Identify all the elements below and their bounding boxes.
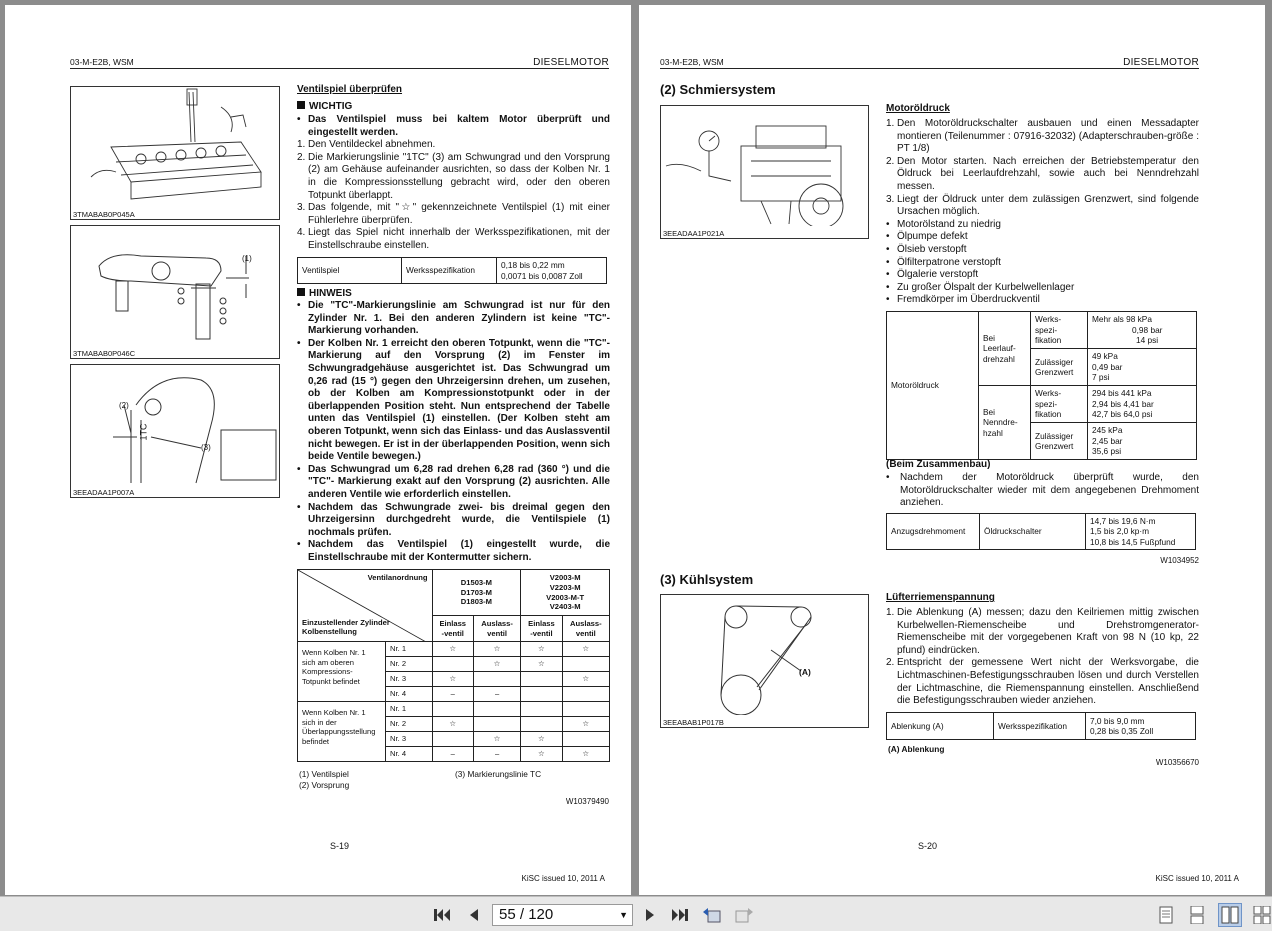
valve-mark-cell: [432, 657, 473, 672]
spec-cell: 0,18 bis 0,22 mm 0,0071 bis 0,0087 Zoll: [497, 258, 607, 284]
note-heading: HINWEIS: [309, 288, 352, 299]
col-header-exhaust: Auslass- ventil: [562, 616, 609, 642]
step: Den Ventildeckel abnehmen.: [308, 139, 436, 151]
valve-mark-cell: ☆: [562, 672, 609, 687]
table-cell: Anzugsdrehmoment: [887, 514, 980, 550]
cylinder-cell: Nr. 2: [386, 657, 433, 672]
continuous-view-icon[interactable]: [1187, 905, 1207, 925]
valve-mark-cell: ☆: [521, 747, 562, 762]
table-value: 14,7 bis 19,6 N·m 1,5 bis 2,0 kp·m 10,8 bis 14,5 Fußpfund: [1086, 514, 1196, 550]
figure-legend: [299, 769, 349, 791]
important-list: • Das Ventilspiel muss bei kaltem Motor überprüft und eingestellt werden. 1. Den Ventildeckel abnehmen. 2. Die Markierungslinie "1TC" (3) am Schwungrad und den Vorsprung (2) am Gehäuse aufeinander ausrichten, so dass der Kolben Nr. 1 in die Kompressionsstellung gebracht wird, oder den oberen Totpunkt überlappt. 3. Das folgende, mit "☆" gekennzeichnete Ventilspiel (1) mit einer Fühlerlehre überprüfen. 4. Liegt das Spiel nicht innerhalb der Werksspezifikationen, mit der Einstellschraube einstellen.: [297, 114, 610, 251]
cause-item: • Ölfilterpatrone verstopft: [886, 256, 1001, 268]
valve-mark-cell: [562, 657, 609, 672]
issue-note: KiSC issued 10, 2011 A: [1155, 874, 1239, 883]
step: Liegt das Spiel nicht innerhalb der Werksspezifikationen, mit der Einstellschraube einstellen.: [308, 227, 610, 251]
oil-pressure-steps: 1. Den Motoröldruckschalter ausbauen und einen Messadapter montieren (Teilenummer : 07916-32032) (Adapterschrauben-größe : PT 1/8) 2. Den Motor starten. Nach erreichen der Betriebstemperatur den Öldruck bei Leerlaufdrehzahl, sowie auch bei Nenndrehzahl messen. 3. Liegt der Öldruck unter dem zulässigen Grenzwert, sind folgende Ursachen möglich. • Motorölstand zu niedrig • Ölpumpe defekt • Ölsieb verstopft • Ölfilterpatrone verstopft • Ölgalerie verstopft • Zu großer Ölspalt der Kurbelwellenlager • Fremdkörper im Überdruckventil: [886, 118, 1199, 306]
valve-mark-cell: ☆: [473, 657, 520, 672]
flywheel-mark-illustration: [71, 365, 279, 485]
document-page-left: [5, 5, 631, 895]
table-value: 49 kPa 0,49 bar 7 psi: [1088, 349, 1197, 386]
valve-mark-cell: –: [473, 747, 520, 762]
table-cell: Werksspezifikation: [994, 713, 1086, 740]
figure-callout-label: (3): [201, 443, 211, 452]
table-cell: Bei Leerlauf-drehzahl: [979, 312, 1031, 386]
valve-mark-cell: ☆: [432, 672, 473, 687]
note-bullet: Nachdem das Ventilspiel (1) eingestellt wurde, die Einstellschraube mit der Kontermutter sichern.: [308, 539, 610, 563]
valve-feeler-illustration: [71, 87, 279, 207]
step: Den Motor starten. Nach erreichen der Betriebstemperatur den Öldruck bei Leerlaufdrehzahl, sowie auch bei Nenndrehzahl messen.: [897, 155, 1199, 192]
table-value: 245 kPa 2,45 bar 35,6 psi: [1088, 423, 1197, 460]
cylinder-cell: Nr. 4: [386, 747, 433, 762]
subsection-title: Motoröldruck: [886, 103, 950, 114]
subsection-title: Lüfterriemenspannung: [886, 592, 995, 603]
total-pages: 120: [528, 906, 554, 923]
table-cell: Werks-spezi-fikation: [1031, 312, 1088, 349]
step: Liegt der Öldruck unter dem zulässigen Grenzwert, sind folgende Ursachen möglich.: [897, 193, 1199, 218]
cylinder-cell: Nr. 4: [386, 687, 433, 702]
spec-cell: Ventilspiel: [298, 258, 402, 284]
torque-table: [886, 513, 1196, 550]
chevron-down-icon[interactable]: ▼: [619, 910, 628, 920]
step: Die Markierungslinie "1TC" (3) am Schwungrad und den Vorsprung (2) am Gehäuse aufeinander ausrichten, so dass der Kolben Nr. 1 in die Kompressionsstellung gebracht wird, oder den oberen Totpunkt überlappt.: [308, 151, 610, 201]
legend-item: (3) Markierungslinie TC: [455, 769, 542, 779]
figure-legend-item: (A) Ablenkung: [888, 744, 945, 754]
cylinder-cell: Nr. 1: [386, 702, 433, 717]
valve-mark-cell: –: [432, 687, 473, 702]
legend-item: (1) Ventilspiel: [299, 769, 349, 779]
table-cell: Zulässiger Grenzwert: [1031, 423, 1088, 460]
valve-mark-cell: [473, 702, 520, 717]
engine-group-header: V2003-M V2203-M V2003-M-T V2403-M: [521, 570, 610, 616]
valve-mark-cell: ☆: [562, 747, 609, 762]
figure-valve-feeler: [70, 86, 280, 220]
figure-caption: 3EEADAA1P007A: [73, 488, 135, 497]
step: Den Motoröldruckschalter ausbauen und einen Messadapter montieren (Teilenummer : 07916-32032) (Adapterschrauben-größe : PT 1/8): [897, 118, 1199, 155]
figure-oil-pressure-gauge: [660, 105, 869, 239]
assembly-list: • Nachdem der Motoröldruck überprüft wurde, den Motoröldruckschalter wieder mit dem angegebenen Drehmoment anziehen.: [886, 472, 1199, 509]
col-header-intake: Einlass -ventil: [432, 616, 473, 642]
cylinder-cell: Nr. 3: [386, 732, 433, 747]
engine-gauge-illustration: [661, 106, 868, 226]
engine-group-header: D1503-M D1703-M D1803-M: [432, 570, 521, 616]
valve-mark-cell: [521, 687, 562, 702]
header-left: 03-M-E2B, WSM: [660, 57, 724, 67]
cause-item: • Fremdkörper im Überdruckventil: [886, 294, 1040, 306]
figure-mark-label: 1TC: [138, 423, 149, 441]
figure-fan-belt: [660, 594, 869, 728]
cause-item: • Ölgalerie verstopft: [886, 269, 979, 281]
figure-callout-label: (2): [119, 401, 129, 410]
document-page-right: [639, 5, 1265, 895]
valve-mark-cell: ☆: [521, 732, 562, 747]
valve-mark-cell: –: [432, 747, 473, 762]
section-heading-lubrication: (2) Schmiersystem: [660, 82, 776, 97]
two-page-view-icon[interactable]: [1218, 903, 1242, 927]
figure-rocker-arm: [70, 225, 280, 359]
valve-mark-cell: ☆: [473, 732, 520, 747]
square-marker-icon: [297, 101, 305, 109]
spec-cell: Werksspezifikation: [402, 258, 497, 284]
cause-list: [886, 219, 1199, 307]
table-cell: Ablenkung (A): [887, 713, 994, 740]
header-rule: [660, 68, 1199, 69]
next-view-icon[interactable]: [734, 905, 754, 925]
step: Die Ablenkung (A) messen; dazu den Keilriemen mittig zwischen Kurbelwellen-Riemenscheibe und Drehstromgenerator-Riemenscheibe mit der vorgegebenen Kraft von 98 N (10 kp, 22 pfund) eindrücken.: [897, 607, 1199, 656]
valve-mark-cell: [473, 717, 520, 732]
valve-mark-cell: ☆: [521, 642, 562, 657]
page-number: S-19: [330, 841, 350, 851]
table-cell: Zulässiger Grenzwert: [1031, 349, 1088, 386]
valve-mark-cell: ☆: [562, 717, 609, 732]
header-right: DIESELMOTOR: [533, 57, 609, 68]
valve-mark-cell: [521, 717, 562, 732]
valve-mark-cell: [562, 687, 609, 702]
figure-caption: 3TMABAB0P045A: [73, 210, 135, 219]
two-page-continuous-view-icon[interactable]: [1252, 905, 1272, 925]
single-page-view-icon[interactable]: [1156, 905, 1176, 925]
col-header-intake: Einlass -ventil: [521, 616, 562, 642]
table-cell: Öldruckschalter: [980, 514, 1086, 550]
viewer-toolbar: [0, 896, 1272, 931]
cylinder-cell: Nr. 3: [386, 672, 433, 687]
document-code: W10356670: [1155, 758, 1199, 767]
table-corner-cell: Ventilanordnung Einzustellender Zylinder Kolbenstellung: [298, 570, 433, 642]
oil-pressure-table: [886, 311, 1197, 460]
valve-mark-cell: ☆: [432, 642, 473, 657]
table-cell: Werks-spezi-fikation: [1031, 386, 1088, 423]
cylinder-cell: Nr. 2: [386, 717, 433, 732]
table-value: 7,0 bis 9,0 mm 0,28 bis 0,35 Zoll: [1086, 713, 1196, 740]
page-number: S-20: [918, 841, 938, 851]
current-page: 55: [499, 906, 516, 923]
valve-mark-cell: [562, 732, 609, 747]
section-heading-cooling: (3) Kühlsystem: [660, 572, 754, 587]
next-page-icon[interactable]: [640, 905, 660, 925]
step: Das folgende, mit "☆" gekennzeichnete Ventilspiel (1) mit einer Fühlerlehre überprüfen.: [308, 202, 610, 226]
previous-view-icon[interactable]: [702, 905, 722, 925]
figure-callout-label: (A): [799, 667, 811, 677]
header-right: DIESELMOTOR: [1123, 57, 1199, 68]
step: Entspricht der gemessene Wert nicht der Werksvorgabe, die Lichtmaschinen-Befestigungsschrauben lösen und durch Verstellen der Lichtmaschine, die Riemenspannung einstellen. Anschließend die Befestigungsschrauben wieder anziehen.: [897, 657, 1199, 707]
valve-mark-cell: [562, 702, 609, 717]
important-bullet: Das Ventilspiel muss bei kaltem Motor überprüft und eingestellt werden.: [308, 114, 610, 138]
header-left: 03-M-E2B, WSM: [70, 57, 134, 67]
table-cell: Motoröldruck: [887, 312, 979, 460]
document-code: W1034952: [1160, 556, 1199, 565]
cause-item: • Ölpumpe defekt: [886, 231, 968, 243]
figure-caption: 3EEADAA1P021A: [663, 229, 725, 238]
table-row: [298, 642, 610, 657]
first-page-icon[interactable]: [432, 905, 452, 925]
note-bullet: Das Schwungrad um 6,28 rad drehen 6,28 rad (360 °) und die "TC"- Markierung exakt auf den Vorsprung (2) ausrichten. Alle anderen Ventile wie erforderlich einstellen.: [308, 463, 610, 500]
valve-mark-cell: ☆: [432, 717, 473, 732]
note-list: • Die "TC"-Markierungslinie am Schwungrad ist nur für den Zylinder Nr. 1. Bei den anderen Zylindern ist keine "TC"-Markierung vorhanden. • Der Kolben Nr. 1 erreicht den oberen Totpunkt, wenn die "TC"-Markierung auf den Vorsprung (2) im Fenster im Schwungradgehäuse ausgerichtet ist. Das Schwungrad um 0,26 rad (15 °) gegen den Uhrzeigersinn drehen, um zusehen, ob der Kolben am Kompressionstotpunkt oder in der überlappenden Position steht. Nun entsprechend der Tabelle unten das Ventilspiel (1) einstellen. (Der Kolben steht am oberen Totpunkt, wenn sich das Einlass- und das Auslassventil nicht bewegen. Er ist in der überlappenden Position, wenn sich beide Ventile bewegen.) • Das Schwungrad um 6,28 rad drehen 6,28 rad (360 °) und die "TC"- Markierung exakt auf den Vorsprung (2) ausrichten. Alle anderen Ventile wie erforderlich einstellen. • Nachdem das Schwungrade zwei- bis dreimal gegen den Uhrzeigersinn durchgedreht wurde, die Ventilspiele (1) nochmals prüfen. • Nachdem das Ventilspiel (1) eingestellt wurde, die Einstellschraube mit der Kontermutter sichern.: [297, 300, 610, 563]
valve-mark-cell: –: [473, 687, 520, 702]
page-number-input[interactable]: [492, 904, 633, 926]
section-title: Ventilspiel überprüfen: [297, 84, 403, 95]
legend-item: (2) Vorsprung: [299, 780, 350, 790]
assembly-heading: (Beim Zusammenbau): [886, 459, 991, 470]
piston-position-cell: Wenn Kolben Nr. 1 sich am oberen Kompressions-Totpunkt befindet: [298, 642, 386, 702]
valve-mark-cell: [521, 672, 562, 687]
valve-mark-cell: [473, 672, 520, 687]
figure-caption: 3EEABAB1P017B: [663, 718, 724, 727]
note-bullet: Nachdem das Schwungrade zwei- bis dreimal gegen den Uhrzeigersinn durchgedreht wurde, die Ventilspiele (1) nochmals prüfen.: [308, 501, 610, 538]
header-rule: [70, 68, 609, 69]
fan-belt-illustration: [661, 595, 868, 715]
figure-flywheel-mark: [70, 364, 280, 498]
table-value: 294 bis 441 kPa 2,94 bis 4,41 bar 42,7 bis 64,0 psi: [1088, 386, 1197, 423]
note-bullet: Die "TC"-Markierungslinie am Schwungrad ist nur für den Zylinder Nr. 1. Bei den anderen Zylindern ist keine "TC"-Markierung vorhanden.: [308, 300, 610, 337]
table-value: Mehr als 98 kPa 0,98 bar 14 psi: [1088, 312, 1197, 349]
table-row: [298, 702, 610, 717]
figure-callout-label: (1): [242, 254, 252, 263]
col-header-exhaust: Auslass- ventil: [473, 616, 520, 642]
last-page-icon[interactable]: [670, 905, 690, 925]
fan-belt-steps: 1. Die Ablenkung (A) messen; dazu den Keilriemen mittig zwischen Kurbelwellen-Riemenscheibe und Drehstromgenerator-Riemenscheibe mit der vorgegebenen Kraft von 98 N (10 kp, 22 pfund) eindrücken. 2. Entspricht der gemessene Wert nicht der Werksvorgabe, die Lichtmaschinen-Befestigungsschrauben lösen und durch Verstellen der Lichtmaschine, die Riemenspannung einstellen. Anschließend die Befestigungsschrauben wieder anziehen.: [886, 607, 1199, 707]
cause-item: • Motorölstand zu niedrig: [886, 218, 1001, 230]
piston-position-cell: Wenn Kolben Nr. 1 sich in der Überlappungsstellung befindet: [298, 702, 386, 762]
valve-mark-cell: ☆: [562, 642, 609, 657]
spec-table-valve-clearance: [297, 257, 607, 284]
document-code: W10379490: [565, 797, 609, 806]
valve-mark-cell: [521, 702, 562, 717]
important-heading: WICHTIG: [309, 101, 353, 112]
page-separator: /: [519, 906, 525, 923]
valve-mark-cell: [432, 702, 473, 717]
figure-caption: 3TMABAB0P046C: [73, 349, 136, 358]
valve-mark-cell: ☆: [521, 657, 562, 672]
note-bullet: Der Kolben Nr. 1 erreicht den oberen Totpunkt, wenn die "TC"-Markierung auf den Vorsprung (2) im Fenster im Schwungradgehäuse ausgerichtet ist. Das Schwungrad um 0,26 rad (15 °) gegen den Uhrzeigersinn drehen, um zusehen, ob der Kolben am Kompressionstotpunkt oder in der überlappenden Position steht. Nun entsprechend der Tabelle unten das Ventilspiel (1) einstellen. (Der Kolben steht am oberen Totpunkt, wenn sich das Einlass- und das Auslassventil nicht bewegen. Er ist in der überlappenden Position, wenn sich beide Ventile bewegen.): [308, 337, 610, 463]
assembly-bullet: Nachdem der Motoröldruck überprüft wurde, den Motoröldruckschalter wieder mit dem angegebenen Drehmoment anziehen.: [900, 472, 1199, 509]
valve-mark-cell: [432, 732, 473, 747]
cause-item: • Zu großer Ölspalt der Kurbelwellenlager: [886, 281, 1075, 293]
valve-arrangement-table: [297, 569, 610, 762]
issue-note: KiSC issued 10, 2011 A: [521, 874, 605, 883]
cylinder-cell: Nr. 1: [386, 642, 433, 657]
valve-mark-cell: ☆: [473, 642, 520, 657]
cause-item: • Ölsieb verstopft: [886, 243, 967, 255]
belt-deflection-table: [886, 712, 1196, 740]
table-cell: Bei Nenndre-hzahl: [979, 386, 1031, 460]
rocker-arm-illustration: [71, 226, 279, 346]
square-marker-icon: [297, 288, 305, 296]
previous-page-icon[interactable]: [464, 905, 484, 925]
